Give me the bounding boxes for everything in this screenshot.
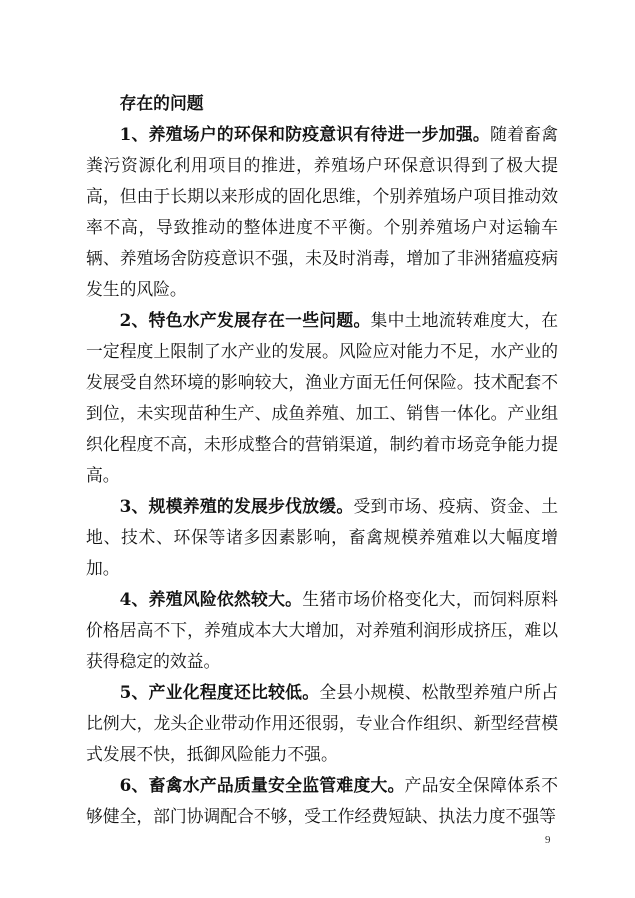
paragraph-body: 全县小规模、松散型养殖户所占比例大，龙头企业带动作用还很弱，专业合作组织、新型经营模式发展不快，抵御风险能力不强。 [86, 682, 558, 764]
paragraph-body: 随着畜禽粪污资源化利用项目的推进，养殖场户环保意识得到了极大提高，但由于长期以来形成的固化思维，个别养殖场户项目推动效率不高，导致推动的整体进度不平衡。个别养殖场户对运输车辆、养殖场舍防疫意识不强，未及时消毒，增加了非洲猪瘟疫病发生的风险。 [86, 124, 558, 299]
paragraph-body: 生猪市场价格变化大，而饲料原料价格居高不下，养殖成本大大增加，对养殖利润形成挤压，难以获得稳定的效益。 [86, 589, 558, 671]
paragraph-4 [86, 584, 558, 677]
paragraph-lead: 6、畜禽水产品质量安全监管难度大。 [119, 775, 405, 795]
document-page [86, 88, 558, 832]
paragraph-6 [86, 770, 558, 832]
paragraph-lead: 3、规模养殖的发展步伐放缓。 [119, 496, 354, 516]
paragraph-body: 集中土地流转难度大，在一定程度上限制了水产业的发展。风险应对能力不足，水产业的发展受自然环境的影响较大，渔业方面无任何保险。技术配套不到位，未实现苗种生产、成鱼养殖、加工、销售一体化。产业组织化程度不高，未形成整合的营销渠道，制约着市场竞争能力提高。 [86, 310, 558, 485]
paragraph-lead: 1、养殖场户的环保和防疫意识有待进一步加强。 [119, 124, 490, 144]
page-number: 9 [545, 834, 551, 846]
section-heading: 存在的问题 [119, 93, 204, 113]
paragraph-body: 受到市场、疫病、资金、土地、技术、环保等诸多因素影响，畜禽规模养殖难以大幅度增加。 [86, 496, 558, 578]
paragraph-lead: 2、特色水产发展存在一些问题。 [119, 310, 371, 330]
paragraph-1 [86, 119, 558, 305]
paragraph-3 [86, 491, 558, 584]
paragraph-2 [86, 305, 558, 491]
paragraph-lead: 4、养殖风险依然较大。 [119, 589, 303, 609]
paragraph-5 [86, 677, 558, 770]
paragraph-body: 产品安全保障体系不够健全，部门协调配合不够，受工作经费短缺、执法力度不强等 [86, 775, 558, 826]
paragraph-lead: 5、产业化程度还比较低。 [119, 682, 320, 702]
